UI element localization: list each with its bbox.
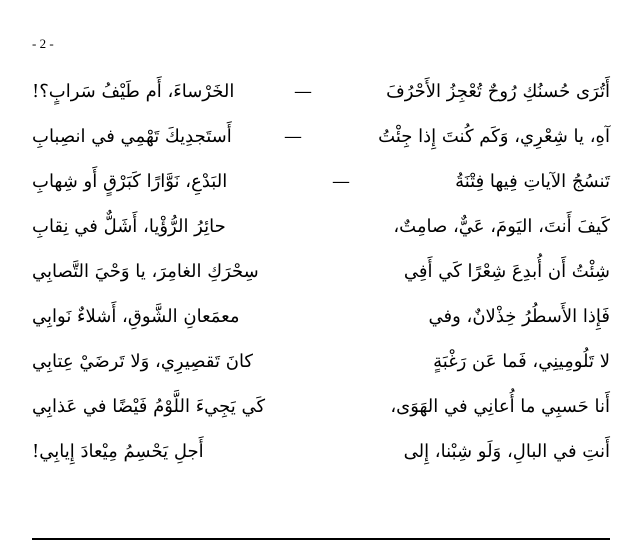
verse-first-hemistich: فَإِذا الأَسطُرُ خِذْلانٌ، وفي xyxy=(428,306,610,327)
verse-dash: — xyxy=(332,171,350,192)
verse-first-hemistich: أَنا حَسبِي ما أُعانِي في الهَوَى، xyxy=(390,396,610,417)
verse-second-hemistich: كَي يَجِيءَ اللَّوْمُ فَيْضًا في عَذابِي xyxy=(32,396,266,417)
verse-line xyxy=(32,387,610,427)
verse-line xyxy=(32,432,610,472)
verse-dash: — xyxy=(284,126,302,147)
verse-first-hemistich: آهِ، يا شِعْرِي، وَكَم كُنتَ إِذا جِئْتُ xyxy=(378,126,610,147)
verse-second-hemistich: أَجلِ يَحْسِمُ مِيْعادَ إِيابِي! xyxy=(32,441,204,462)
verse-second-hemistich: الخَرْساءَ، أَم طَيْفُ سَرابٍ؟! xyxy=(32,81,235,102)
verse-first-hemistich: كَيفَ أَنتَ، اليَومَ، عَيٌّ، صامِتٌ، xyxy=(393,216,610,237)
verse-line xyxy=(32,72,610,112)
verse-line xyxy=(32,252,610,292)
verse-first-hemistich: أَتُرَى حُسنُكِ رُوحٌ تُعْجِزُ الأَحْرُفَ xyxy=(386,81,610,102)
verse-first-hemistich: شِئْتُ أَن أُبدِعَ شِعْرًا كَي أَفِي xyxy=(403,261,610,282)
verse-dash: — xyxy=(294,81,312,102)
verse-first-hemistich: تَنسُجُ الآياتِ فِيها فِتْنَةُ xyxy=(455,171,610,192)
verse-line xyxy=(32,297,610,337)
verse-second-hemistich: سِحْرَكِ الغامِرَ، يا وَحْيَ التَّصابِي xyxy=(32,261,259,282)
verse-second-hemistich: معمَعانِ الشَّوقِ، أَشلاءٌ نَوابِي xyxy=(32,306,240,327)
verse-second-hemistich: حائِرُ الرُّؤْيا، أَشَلٌّ في نِقابِ xyxy=(32,216,226,237)
verse-line xyxy=(32,117,610,157)
verse-line xyxy=(32,162,610,202)
footer-rule xyxy=(32,538,610,540)
verse-first-hemistich: لا تَلُومِينِي، فَما عَن رَغْبَةٍ xyxy=(433,351,610,372)
verse-first-hemistich: أَنتِ في البالِ، وَلَو شِبْنا، إِلى xyxy=(403,441,610,462)
verse-line xyxy=(32,207,610,247)
verse-second-hemistich: كانَ تَقصِيرِي، وَلا تَرضَيْ عِتابِي xyxy=(32,351,254,372)
verse-second-hemistich: البَدْعِ، نَوَّارًا كَبَرْقٍ أَو شِهابِ xyxy=(32,171,228,192)
verse-line xyxy=(32,342,610,382)
verse-second-hemistich: أَستَجدِيكَ تَهْمِي في انصِبابِ xyxy=(32,126,232,147)
page-number: - 2 - xyxy=(32,36,54,51)
